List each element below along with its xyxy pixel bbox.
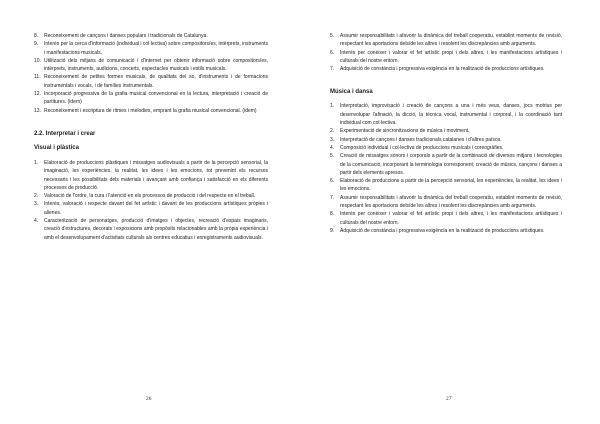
subsection-title-music: Música i dansa <box>330 89 373 96</box>
list-item <box>330 227 562 235</box>
list-item <box>330 152 562 177</box>
left-page-content <box>34 32 268 242</box>
list-item-text: Caracterització de personatges, producció d'imatges i objectes, recreació d'espais imaginaris, creació d'estructures, decorats i exposicions amb propòsits relacionables amb la pròpia experiència i amb el desenvolupament d'activitats culturals als centres educatius i enregistraments audiovisuals. <box>44 218 268 241</box>
right-list-bottom <box>330 102 562 235</box>
list-item <box>34 159 268 192</box>
subsection-title-visual: Visual i plàstica <box>34 144 79 151</box>
list-item-number: 6. <box>330 49 335 56</box>
list-item-text: Interès per la cerca d'informació (individual i col·lectiva) sobre compositors/es, intèrprets, instruments i manifestacions musicals. <box>44 41 268 56</box>
list-item <box>330 49 562 66</box>
page-number-left: 26 <box>146 396 152 402</box>
list-item <box>34 57 268 74</box>
left-list-bottom <box>34 159 268 242</box>
list-item <box>34 73 268 90</box>
list-item-number: 9. <box>34 41 39 48</box>
list-item-text: Interès per conèixer i valorar el fet artístic propi i dels altres, i les manifestacions artístiques i culturals del nostre entorn. <box>340 211 562 226</box>
list-item <box>330 210 562 227</box>
list-item <box>330 32 562 49</box>
left-list-top <box>34 32 268 115</box>
list-item-text: Interpretació de cançons i danses tradicionals catalanes i d'altres països. <box>340 136 502 143</box>
list-item <box>34 217 268 242</box>
list-item-text: Utilització dels mitjans de comunicació i d'internet per obtenir informació sobre compositors/es, intèrprets, instruments, audicions, concerts, espectacles musicals i estils musicals. <box>44 57 268 73</box>
list-item-number: 2. <box>34 193 39 200</box>
list-item-number: 8. <box>34 33 39 39</box>
list-item-text: Interès, valoració i respecte davant del fet artístic i davant de les produccions artístiques pròpies i alienes. <box>44 201 268 216</box>
list-item <box>34 192 268 200</box>
list-item <box>330 177 562 194</box>
list-item-text: Elaboració de produccions plàstiques i missatges audiovisuals a partir de la percepció sensorial, la imaginació, les experiències, la realitat, les idees i les emocions, tot prevenint els recursos necessaris i les possibilitats dels materials i avançant amb confiança i satisfacció en els diferents processos de producció. <box>44 159 268 191</box>
list-item-number: 5. <box>330 153 335 160</box>
section-title: 2.2. Interpretar i crear <box>34 130 96 137</box>
list-item <box>34 200 268 217</box>
list-item-number: 11. <box>34 74 41 81</box>
list-item <box>34 40 268 57</box>
list-item-number: 4. <box>330 144 335 151</box>
list-item <box>330 127 562 135</box>
list-item-text: Adquisició de constància i progressiva exigència en la realització de produccions artístiques. <box>340 66 545 73</box>
list-item-text: Creació de missatges sonors i corporals a partir de la combinació de diversos mitjans i tecnologies de la comunicació, incorporant la terminologia corresponent; creació de músics, cançons i danses a partir dels elements apresos. <box>340 153 562 176</box>
list-item-text: Assumir responsabilitats i afavorir la dinàmica del treball cooperatiu, establint moments de revisió, respectant les aportacions dels/de les altres i resolent les discrepàncies amb arguments. <box>340 33 562 48</box>
list-item <box>330 65 562 73</box>
list-item-number: 5. <box>330 33 335 39</box>
list-item-number: 8. <box>330 211 335 218</box>
list-item-number: 12. <box>34 91 41 98</box>
list-item-number: 2. <box>330 128 335 135</box>
list-item-text: Composició individual i col·lectiva de produccions musicals i coreogràfies. <box>340 144 504 151</box>
list-item <box>34 90 268 107</box>
list-item-number: 6. <box>330 178 335 185</box>
page-number-right: 27 <box>446 396 452 402</box>
list-item-text: Incorporació progressiva de la grafia musical convencional en la lectura, interpretació i creació de partitures. (idem) <box>44 91 268 106</box>
list-item-text: Reconeixement de cançons i danses populars i tradicionals de Catalunya. <box>44 33 208 39</box>
list-item-text: Elaboració de produccions a partir de la percepció sensorial, les experiències, la realitat, les idees i les emocions. <box>340 178 562 193</box>
right-page-content <box>330 32 562 235</box>
list-item <box>330 144 562 152</box>
list-item-number: 7. <box>330 194 335 201</box>
list-item-number: 3. <box>34 201 39 208</box>
list-item-text: Assumir responsabilitats i afavorir la dinàmica del treball cooperatiu, establint moments de revisió, respectant les aportacions dels/de les altres i resolent les discrepàncies amb arguments. <box>340 194 562 210</box>
right-list-top <box>330 32 562 73</box>
right-page <box>300 0 600 424</box>
list-item <box>34 107 268 115</box>
list-item-text: Experimentació de sincronitzacions de música i moviment. <box>340 128 470 135</box>
list-item-number: 1. <box>330 103 335 110</box>
list-item <box>330 194 562 211</box>
list-item-text: Interès per conèixer i valorar el fet artístic propi i dels altres, i les manifestacions artístiques i culturals del nostre entorn. <box>340 49 562 64</box>
list-item-text: Valoració de l'ordre, la cura i l'atenció en els processos de producció i del respecte en el treball. <box>44 193 256 200</box>
list-item <box>330 136 562 144</box>
list-item-text: Adquisició de constància i progressiva exigència en la realització de produccions artístiques. <box>340 227 545 234</box>
list-item-text: Reconeixement de petites formes musicals, de qualitats del so, d'instruments i de formacions instrumentals i vocals, i de famílies instrumentals. <box>44 74 268 89</box>
list-item-number: 4. <box>34 218 39 225</box>
list-item <box>34 32 268 40</box>
list-item-number: 3. <box>330 136 335 143</box>
list-item-number: 10. <box>34 57 41 64</box>
list-item-number: 13. <box>34 107 41 114</box>
list-item-text: Reconeixement i escriptura de ritmes i melodies, emprant la grafia musical convencional. (idem) <box>44 107 257 114</box>
list-item <box>330 102 562 127</box>
list-item-text: Interpretació, improvisació i creació de cançons a una i més veus, danses, jocs motrius per desenvolupar l'afinació, la dicció, la tècnica vocal, instrumental i corporal, i la coordinació tant individual com col·lectiva. <box>340 103 562 127</box>
list-item-number: 9. <box>330 227 335 234</box>
list-item-number: 1. <box>34 159 39 166</box>
list-item-number: 7. <box>330 66 335 73</box>
